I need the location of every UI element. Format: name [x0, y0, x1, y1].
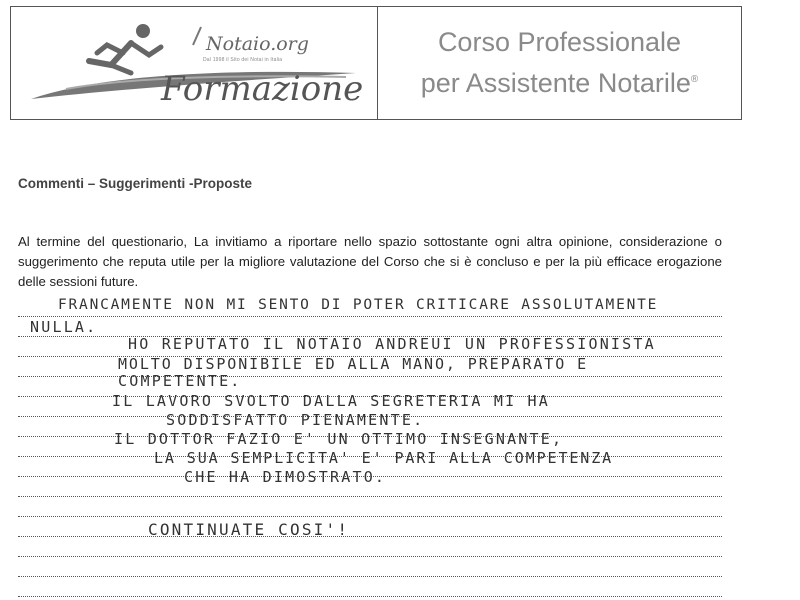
ruled-line	[18, 516, 722, 517]
handwritten-line: HO REPUTATO IL NOTAIO ANDREUI UN PROFESSIONISTA	[128, 335, 656, 353]
logo-wordmark: Formazione	[161, 69, 364, 109]
course-title-line1: Corso Professionale	[437, 27, 682, 57]
logo-tagline: Dal 1998 il Sito dei Notai in Italia	[203, 57, 283, 63]
ruled-line	[18, 316, 722, 317]
handwritten-line: LA SUA SEMPLICITA' E' PARI ALLA COMPETENZA	[154, 449, 614, 467]
section-title: Commenti – Suggerimenti -Proposte	[18, 176, 253, 191]
handwritten-line: IL LAVORO SVOLTO DALLA SEGRETERIA MI HA	[112, 392, 550, 410]
ruled-line	[18, 596, 722, 597]
handwritten-line: MOLTO DISPONIBILE ED ALLA MANO, PREPARATO E	[118, 355, 589, 373]
comment-lines	[18, 294, 722, 600]
ruled-line	[18, 576, 722, 577]
course-title-line2-wrap	[421, 61, 699, 102]
ruled-line	[18, 556, 722, 557]
course-title-line2: per Assistente Notarile	[420, 68, 691, 98]
handwritten-line: IL DOTTOR FAZIO E' UN OTTIMO INSEGNANTE,	[114, 430, 564, 448]
form-header	[10, 6, 742, 120]
ruled-line	[18, 536, 722, 537]
ruled-line	[18, 496, 722, 497]
logo-site-name: Notaio.org	[206, 33, 309, 55]
intro-paragraph: Al termine del questionario, La invitiamo a riportare nello spazio sottostante ogni altra opinione, considerazione o suggerimento che reputa utile per la migliore valutazione del Corso che si è concluso e per la più efficace erogazione delle sessioni future.	[18, 234, 722, 289]
course-title	[378, 7, 741, 119]
handwritten-line: CONTINUATE COSI'!	[148, 520, 350, 539]
handwritten-line: FRANCAMENTE NON MI SENTO DI POTER CRITICARE ASSOLUTAMENTE	[58, 297, 659, 313]
registered-mark: ®	[690, 74, 699, 85]
handwritten-line: NULLA.	[30, 318, 98, 336]
notaio-formazione-logo	[11, 7, 378, 119]
handwritten-line: SODDISFATTO PIENAMENTE.	[166, 411, 425, 429]
handwritten-line: COMPETENTE.	[118, 372, 242, 390]
handwritten-line: CHE HA DIMOSTRATO.	[184, 468, 387, 486]
